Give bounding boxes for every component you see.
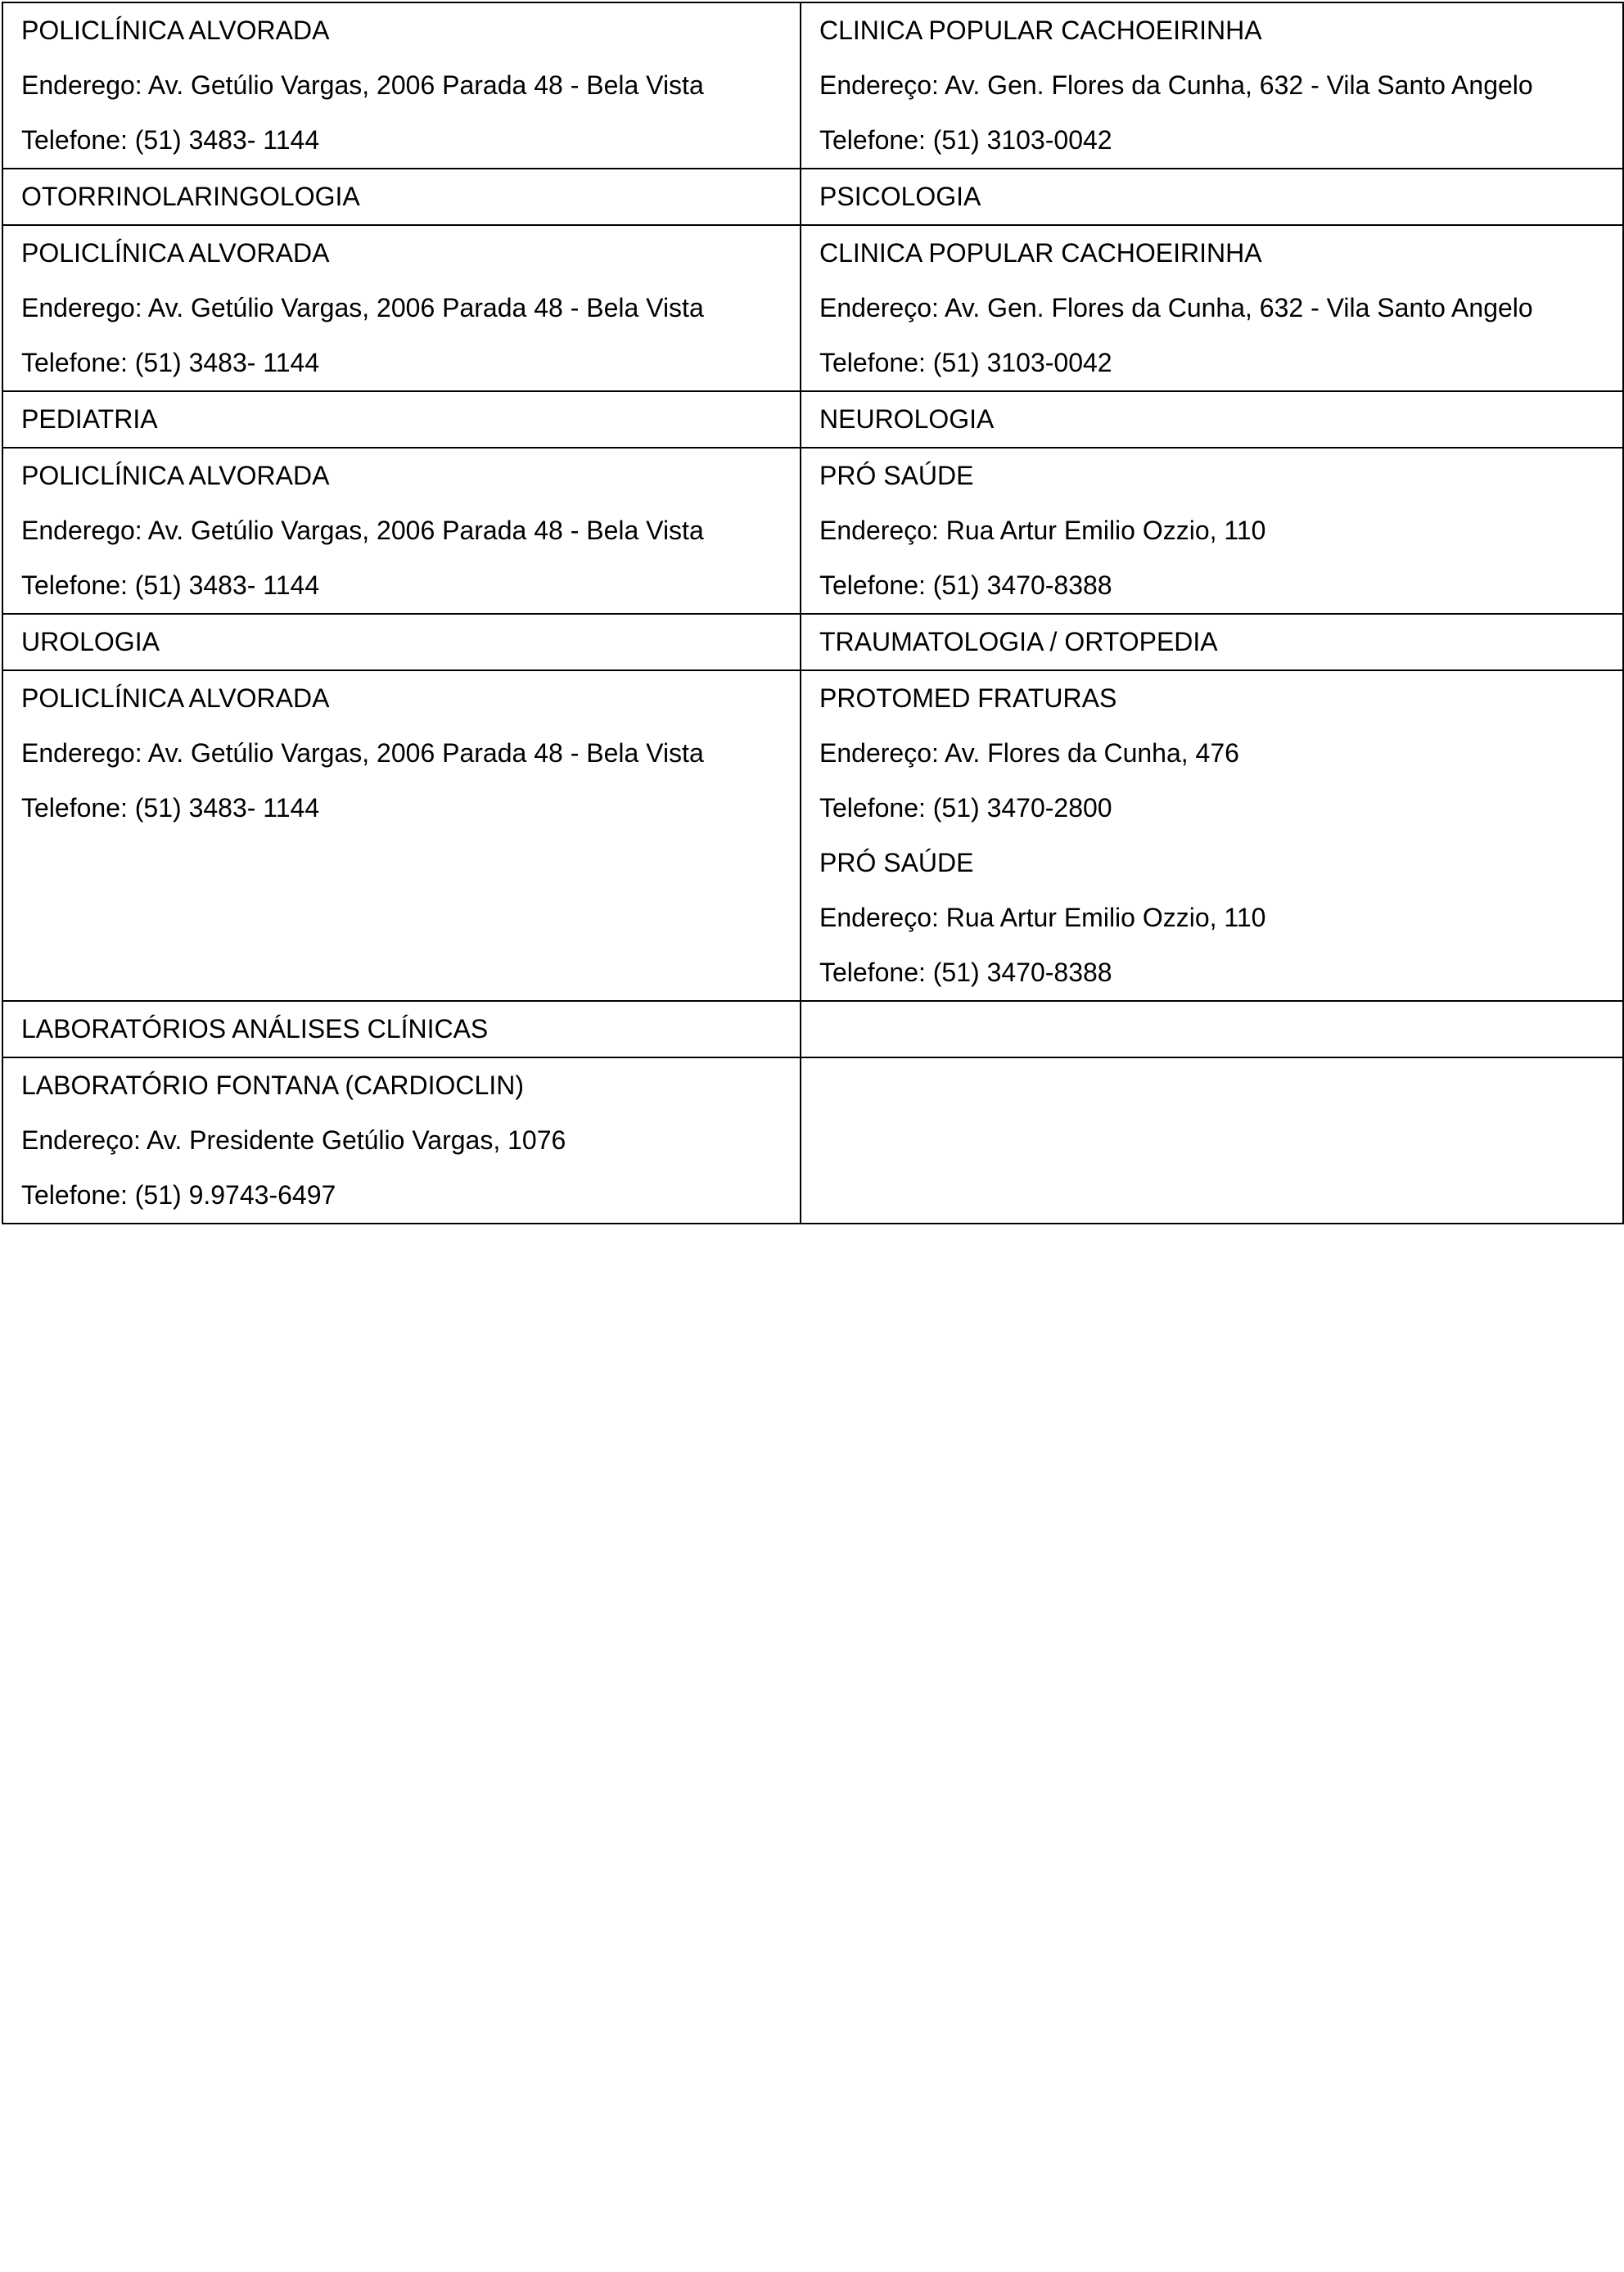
clinic-cell [2,448,801,614]
clinic-info-line: Endereço: Av. Gen. Flores da Cunha, 632 - Vila Santo Angelo [819,70,1533,100]
clinic-info-line: Endereço: Rua Artur Emilio Ozzio, 110 [819,516,1266,545]
clinic-info-line: Telefone: (51) 3103-0042 [819,348,1112,377]
clinic-cell [801,1057,1623,1224]
clinic-info-line: Enderego: Av. Getúlio Vargas, 2006 Parada 48 - Bela Vista [21,70,704,100]
clinic-info-line: PROTOMED FRATURAS [819,683,1117,713]
clinic-info-line: LABORATÓRIO FONTANA (CARDIOCLIN) [21,1071,524,1100]
clinic-info-line: Telefone: (51) 3103-0042 [819,125,1112,155]
clinic-info-line: Enderego: Av. Getúlio Vargas, 2006 Parada 48 - Bela Vista [21,516,704,545]
specialty-header-row [2,169,1623,225]
specialty-cell [2,1001,801,1057]
table-body [2,2,1623,1224]
clinic-info-row [2,1057,1623,1224]
clinic-info-line: Endereço: Av. Presidente Getúlio Vargas, 1076 [21,1125,566,1155]
clinic-info-line: Telefone: (51) 3483- 1144 [21,348,320,377]
clinic-info-row [2,448,1623,614]
specialty-cell [801,169,1623,225]
clinic-info-line: Endereço: Av. Flores da Cunha, 476 [819,738,1239,768]
clinic-info-line: POLICLÍNICA ALVORADA [21,238,330,268]
clinic-cell [2,1057,801,1224]
clinic-info-line: POLICLÍNICA ALVORADA [21,683,330,713]
clinic-cell [801,225,1623,391]
specialty-label: LABORATÓRIOS ANÁLISES CLÍNICAS [21,1014,489,1044]
clinic-info-line: Endereço: Rua Artur Emilio Ozzio, 110 [819,903,1266,932]
clinic-info-line: Telefone: (51) 3470-2800 [819,793,1112,823]
clinic-info-line: Telefone: (51) 3470-8388 [819,958,1112,987]
clinic-info-line: Endereço: Av. Gen. Flores da Cunha, 632 - Vila Santo Angelo [819,293,1533,322]
clinic-info-row [2,2,1623,169]
clinic-info-line: Telefone: (51) 3483- 1144 [21,793,320,823]
clinic-cell [801,670,1623,1001]
specialty-label: OTORRINOLARINGOLOGIA [21,182,360,211]
specialty-cell [801,1001,1623,1057]
specialty-label: PEDIATRIA [21,404,158,434]
specialty-cell [2,614,801,670]
specialty-cell [2,391,801,448]
clinic-info-line: Enderego: Av. Getúlio Vargas, 2006 Parada 48 - Bela Vista [21,293,704,322]
clinic-cell [801,2,1623,169]
specialty-label: TRAUMATOLOGIA / ORTOPEDIA [819,627,1218,656]
clinic-info-row [2,670,1623,1001]
clinic-info-line: Telefone: (51) 9.9743-6497 [21,1180,336,1210]
clinic-info-row [2,225,1623,391]
specialty-header-row [2,614,1623,670]
clinic-cell [2,670,801,1001]
specialty-cell [801,614,1623,670]
specialty-cell [2,169,801,225]
clinic-info-line: CLINICA POPULAR CACHOEIRINHA [819,16,1262,45]
specialty-header-row [2,391,1623,448]
clinic-info-line: Enderego: Av. Getúlio Vargas, 2006 Parada 48 - Bela Vista [21,738,704,768]
clinic-info-line: Telefone: (51) 3483- 1144 [21,125,320,155]
clinic-info-line: POLICLÍNICA ALVORADA [21,16,330,45]
clinic-info-line: POLICLÍNICA ALVORADA [21,461,330,490]
specialty-cell [801,391,1623,448]
clinic-info-line: PRÓ SAÚDE [819,461,974,490]
clinic-info-line: Telefone: (51) 3483- 1144 [21,570,320,600]
specialty-label: UROLOGIA [21,627,160,656]
specialty-label: NEUROLOGIA [819,404,995,434]
clinic-info-line: CLINICA POPULAR CACHOEIRINHA [819,238,1262,268]
clinic-info-line: Telefone: (51) 3470-8388 [819,570,1112,600]
clinic-directory-table [2,2,1624,1224]
clinic-cell [2,2,801,169]
clinic-info-line: PRÓ SAÚDE [819,848,974,877]
clinic-cell [801,448,1623,614]
specialty-label: PSICOLOGIA [819,182,981,211]
specialty-header-row [2,1001,1623,1057]
clinic-cell [2,225,801,391]
